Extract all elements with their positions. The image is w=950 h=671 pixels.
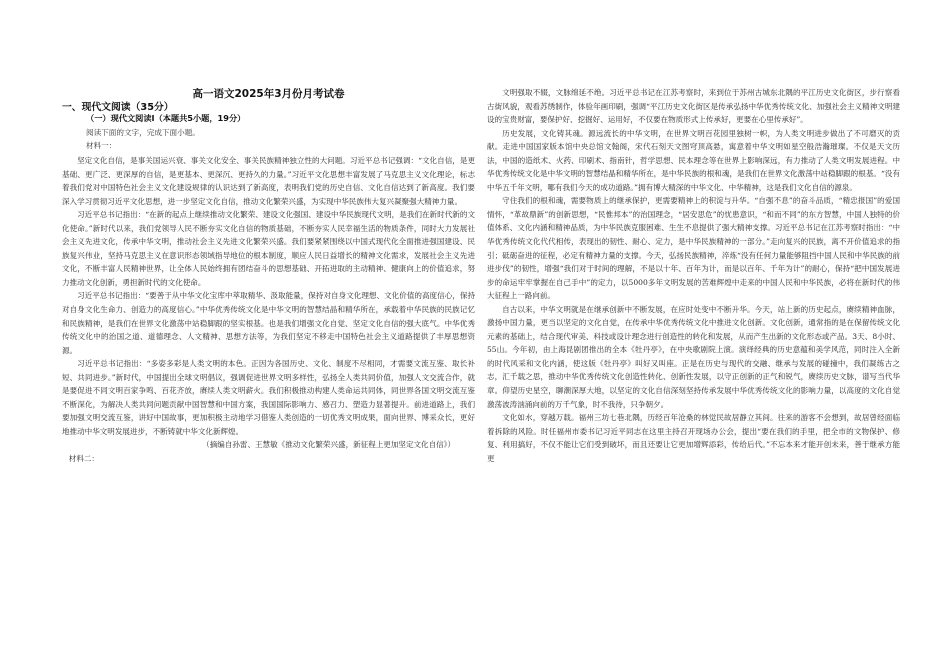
left-paragraph-2: 习近平总书记指出：“在新的起点上继续推动文化繁荣、建设文化强国、建设中华民族现代文明，是我们在新时代新的文化使命。”新时代以来，我们党领导人民不断夯实文化自信的物质基础，不断夯实人民幸福生活的物质条件，同时大力发展社会主义先进文化，传承中华文明，推动社会主义先进文化繁荣兴盛。我们要紧紧围绕以中国式现代化全面推进强国建设、民族复兴伟业，坚持马克思主义在意识形态领域指导地位的根本制度，顺应人民日益增长的精神文化需求，发展社会主义先进文化，不断丰富人民精神世界，让全体人民始终拥有团结奋斗的思想基础、开拓进取的主动精神、健康向上的价值追求，努力推动文化创新，勇担新时代的文化使命。 [62,210,475,287]
right-column-body [487,86,900,465]
right-paragraph-1: 文明强取不辍，文脉绵延不绝。习近平总书记在江苏考察时，来到位于苏州古城东北隅的平江历史文化街区，步行察看古街风貌，观看苏绣制作，体验年画印刷，强调“平江历史文化街区是传承弘扬中华优秀传统文化、加强社会主义精神文明建设的宝贵财富，要保护好、挖掘好、运用好，不仅要在物质形式上传承好，更要在心里传承好”。 [487,88,900,125]
left-column-body [62,154,475,466]
section-one-heading: 一、现代文阅读（35分） [62,102,174,113]
reading-instruction: 阅读下面的文字，完成下面小题。 [86,128,200,137]
right-paragraph-4: 自古以来，中华文明就是在继承创新中不断发展，在应时处变中不断升华。今天，站上新的历史起点，赓续精神血脉，激扬中国力量，更当以坚定的文化自觉，在传承中华优秀传统文化中推进文化创新。文化创新，通常指的是在保留传统文化元素的基础上，结合现代审美、科技或设计理念进行创造性的转化和发展，从而产生出新的文化形态或产品。3天、8小时、55山。今年初，由上海昆剧团推出的全本《牡丹亭》，在中央歌剧院上演。演绎经典的历史意蕴和美学风范，同时注入全新的时代风采和文化内涵，使这版《牡丹亭》叫好又叫座。正是在历史与现代的交融、继承与发展的碰撞中，我们凝练古之志，汇千载之思，推动中华优秀传统文化创造性转化、创新性发展，以守正创新的正气和锐气，赓续历史文脉，谱写当代华章。仰望历史星空，聊潮深厚大地，以坚定的文化自信深刻坚持传承发展中华优秀传统文化的影响力量，以高度的文化自觉激荡波涛汹涌向前的万千气象，时不我待，只争朝夕。 [487,304,900,409]
source-note: （摘编自孙雷、王慧敏《推动文化繁荣兴盛，新征程上更加坚定文化自信》） [202,440,455,450]
material-one-label: 材料一： [86,141,117,150]
material-two-label: 材料二： [68,454,99,464]
left-paragraph-4: 习近平总书记指出：“多姿多彩是人类文明的本色。正因为各国历史、文化、制度不尽相同，才需要文流互鉴、取长补短、共同进步。”新时代，中国提出全球文明倡议，强调促进世界文明多样性，弘扬全人类共同价值，加强人文交流合作，就是要促进不同文明百家争鸣、百花齐放，赓续人类文明薪火。我们积极推动构建人类命运共同体，同世界各国文明交流互鉴不断深化，为解决人类共同问题贡献中国智慧和中国方案，我国国际影响力、感召力、塑造力显著提升。前进道路上，我们要加强文明交流互鉴，讲好中国故事，更加积极主动地学习借鉴人类创造的一切优秀文明成果，面向世界、博采众长，更好地推动中华文明发展进步，不断铸就中华文化新辉煌。 [62,359,475,436]
right-paragraph-2: 历史发展，文化铸其魂。源远流长的中华文明，在世界文明百花园里独树一帜，为人类文明进步做出了不可磨灭的贡献。走进中国国家版本馆中央总馆文翰阁，宋代石刻天文图穹顶高悬，寓意着中华文明如星空般浩瀚璀璨。不仅是天文历法，中国的造纸术、火药、印刷术、指南针，哲学思想、民本理念等在世界上影响深远，有力推动了人类文明发展进程。中华优秀传统文化是中华文明的智慧结晶和精华所在，是中华民族的根和魂，是我们在世界文化激荡中站稳脚跟的根基。“没有中华五千年文明，哪有我们今天的成功道路。”拥有博大精深的中华文化、中华精神，这是我们文化自信的源泉。 [487,128,900,192]
left-paragraph-1: 坚定文化自信，是事关国运兴衰、事关文化安全、事关民族精神独立性的大问题。习近平总书记强调：“文化自信，是更基础、更广泛、更深厚的自信，是更基本、更深沉、更持久的力量。”习近平文化思想丰富发展了马克思主义文化理论，标志着我们党对中国特色社会主义文化建设规律的认识达到了新高度，表明我们党的历史自信、文化自信达到了新高度。我们要深入学习贯彻习近平文化思想，进一步坚定文化自信，推动文化繁荣兴盛，为实现中华民族伟大复兴凝聚强大精神力量。 [62,156,475,206]
subsection-heading: （一）现代文阅读Ⅰ（本题共5小题，19分） [86,113,246,123]
right-paragraph-5: 文化如水，穿越万载。福州三坊七巷北隅，历经百年沧桑的林觉民故居静立其间。往来的游客不会想到，故居曾经面临着拆除的风险。时任福州市委书记习近平同志在这里主持召开现场办公会，提出“要在我们的手里，把全市的文物保护、修复、利用搞好，不仅不能让它们受到破坏，而且还要让它更加增辉添彩，传给后代。”不忘本来才能开创未来，善于继承方能更 [487,413,900,463]
left-paragraph-3: 习近平总书记指出：“要善于从中华文化宝库中萃取精华、汲取能量，保持对自身文化理想、文化价值的高度信心，保持对自身文化生命力、创造力的高度信心。”中华优秀传统文化是中华文明的智慧结晶和精华所在，承载着中华民族的民族记忆和民族精神，是我们在世界文化激荡中站稳脚跟的坚实根基。也是我们增强文化自觉、坚定文化自信的强大底气。中华优秀传统文化中的治国之道、道德理念、人文精神、思想方法等，为我们坚定不移走中国特色社会主义道路提供了丰厚思想资源。 [62,291,475,355]
right-paragraph-3: 守住我们的根和魂，需要物质上的继承保护，更需要精神上的积淀与升华。“自强不息”的奋斗品质，“精忠报国”的爱国情怀，“革故鼎新”的创新思想，“民惟邦本”的治国理念，“居安思危”的忧患意识，“和而不同”的东方智慧，中国人独特的价值体系、文化内涵和精神品质，为中华民族克服困难、生生不息提供了强大精神支撑。习近平总书记在江苏考察时指出：“中华优秀传统文化代代相传，表现出的韧性、耐心、定力，是中华民族精神的一部分。”走向复兴的民族，离不开价值追求的指引；砥砺奋进的征程，必定有精神力量的支撑。今天，弘扬民族精神，淬炼“没有任何力量能够阻挡中国人民和中华民族的前进步伐”的韧性，增强“我们对于时间的理解，不是以十年、百年为计，而是以百年、千年为计”的耐心，保持“把中国发展进步的命运牢牢掌握在自己手中”的定力，以5000多年文明发展的苦难辉煌中走来的中国人民和中华民族，必将在新时代的伟大征程上一路向前。 [487,196,900,301]
exam-title: 高一语文2025年3月份月考试卷 [192,88,345,100]
